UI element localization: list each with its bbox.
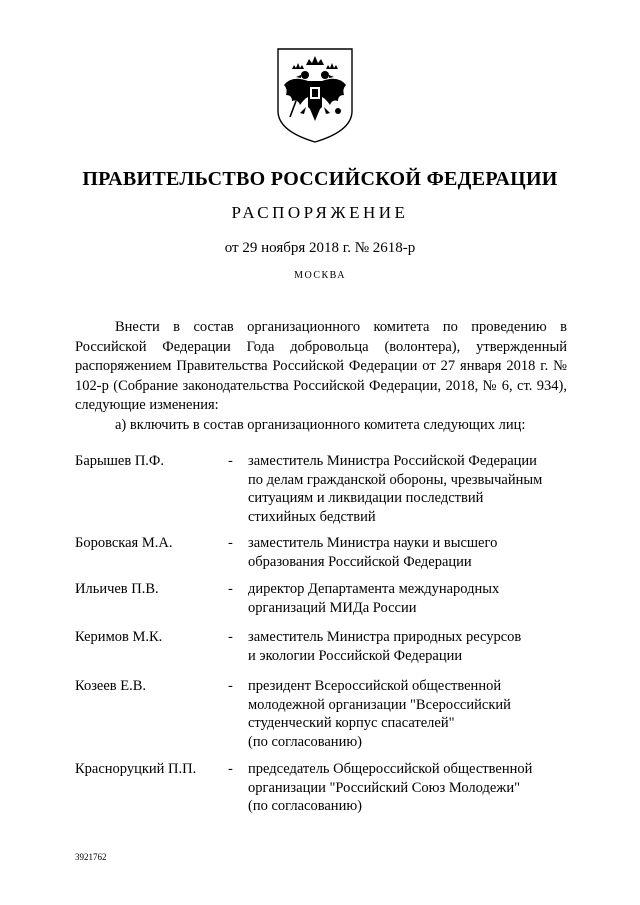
member-name: Боровская М.А. bbox=[75, 535, 173, 551]
member-role-line: стихийных бедствий bbox=[248, 508, 376, 525]
member-role-line: и экологии Российской Федерации bbox=[248, 647, 463, 664]
government-title: ПРАВИТЕЛЬСТВО РОССИЙСКОЙ ФЕДЕРАЦИИ bbox=[82, 168, 558, 190]
member-role-line: председатель Общероссийской общественной bbox=[248, 761, 533, 777]
intro-text: Внести в состав организационного комитета по проведению в Российской Федерации Года добровольца (волонтера), утвержденный распоряжением Правительства Российской Федерации от 27 января 2018 г. № 102-р (Собрание законодательства Российской Федерации, 2018, № 6, ст. 934), следующие изменения: bbox=[75, 319, 567, 413]
member-name: Ильичев П.В. bbox=[75, 581, 159, 597]
member-role bbox=[248, 580, 578, 617]
member-name: Керимов М.К. bbox=[75, 629, 163, 645]
member-role-line: (по согласованию) bbox=[248, 798, 362, 814]
member-dash: - bbox=[228, 678, 233, 694]
member-role-line: заместитель Министра природных ресурсов bbox=[248, 629, 522, 645]
member-role-line: ситуациям и ликвидации последствий bbox=[248, 490, 484, 506]
document-code: 3921762 bbox=[75, 852, 107, 862]
member-role-line: директор Департамента международных bbox=[248, 581, 500, 597]
member-role-line: молодежной организации "Всероссийский bbox=[248, 696, 511, 713]
member-role-line: образования Российской Федерации bbox=[248, 553, 472, 570]
member-role-line: по делам гражданской обороны, чрезвычайным bbox=[248, 471, 543, 488]
member-role-line: заместитель Министра науки и высшего bbox=[248, 535, 498, 551]
member-role bbox=[248, 677, 578, 751]
member-dash: - bbox=[228, 453, 233, 469]
member-name: Красноруцкий П.П. bbox=[75, 761, 197, 777]
member-role-line: организации "Российский Союз Молодежи" bbox=[248, 779, 520, 796]
subclause-a: а) включить в состав организационного комитета следующих лиц: bbox=[115, 417, 526, 433]
member-name: Барышев П.Ф. bbox=[75, 453, 165, 469]
document-city: МОСКВА bbox=[294, 270, 346, 281]
member-role bbox=[248, 452, 578, 526]
state-emblem-icon bbox=[270, 45, 360, 145]
member-dash: - bbox=[228, 761, 233, 777]
member-dash: - bbox=[228, 581, 233, 597]
member-role bbox=[248, 760, 578, 816]
member-role bbox=[248, 534, 578, 571]
member-role-line: президент Всероссийской общественной bbox=[248, 678, 502, 694]
member-role-line: организаций МИДа России bbox=[248, 599, 417, 616]
intro-paragraph bbox=[75, 318, 567, 416]
document-date-number: от 29 ноября 2018 г. № 2618-р bbox=[224, 240, 416, 256]
member-role-line: (по согласованию) bbox=[248, 733, 362, 750]
member-role-line: заместитель Министра Российской Федерации bbox=[248, 453, 537, 469]
member-role-line: студенческий корпус спасателей" bbox=[248, 715, 455, 731]
document-type: РАСПОРЯЖЕНИЕ bbox=[231, 203, 409, 222]
member-name: Козеев Е.В. bbox=[75, 678, 147, 694]
member-dash: - bbox=[228, 629, 233, 645]
member-dash: - bbox=[228, 535, 233, 551]
member-role bbox=[248, 628, 578, 665]
